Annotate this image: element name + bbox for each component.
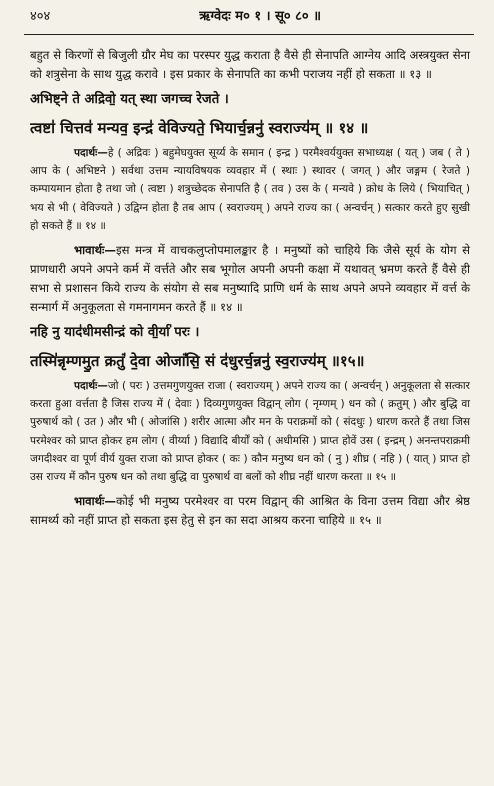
bhavartha-15-label: भावार्थः— xyxy=(74,494,116,509)
padartha-15-text: जो ( परः ) उत्तमगुणयुक्त राजा ( स्वराज्यम् ) अपने राज्य का ( अन्वर्चन् ) अनुकूलता से सत्कार करता हुआ वर्त्तता है जिस राज्य में ( देवाः ) दिव्यगुणयुक्त विद्वान् लोग ( नृम्णम् ) धन को ( क्रतुम् ) और बुद्धि वा पुरुषार्थ को ( उत ) और भी ( ओजांसि ) शरीर आत्मा और मन के पराक्रमों को ( संदधुः ) धारण करते हैं तथा जिस परमेश्वर को प्राप्त होकर हम लोग ( वीर्य्या ) विद्यादि बीर्यों को ( अधीमसि ) प्राप्त होवें उस ( इन्द्रम् ) अनन्तपराक्रमी जगदीश्वर वा पूर्ण वीर्य युक्त राजा को प्राप्त होकर ( कः ) कौन मनुष्य धन को ( नु ) शीघ्र ( नहि ) ( यात् ) प्राप्त हो उस राज्य में कौन पुरुष धन को तथा बुद्धि वा पुरुषार्थ वा बलों को शीघ्र नहीं धारण करता ॥ १५ ॥ xyxy=(30,380,470,484)
page-number: ४०४ xyxy=(30,9,51,24)
bhavartha-14-text: इस मन्त्र में वाचकलुप्तोपमालङ्कार है । मनुष्यों को चाहिये कि जैसे सूर्य के योग से प्राणधारी अपने अपने कर्म में वर्त्तते और सब भूगोल अपनी अपनी कक्षा में यथावत् भ्रमण करते हैं वैसे ही सभा से प्रशासन किये राज्य के संयोग से सब मनुष्यादि प्राणि धर्म के साथ अपने अपने व्यवहार में वर्त्त के सन्मार्ग में अनुकूलता से गमनागमन करते हैं ॥ १४ ॥ xyxy=(30,243,470,315)
padartha-14-label: पदार्थः— xyxy=(74,147,108,159)
mantra-14-line-1: अभिष्ट्ने ते अद्रिवो॒ यत् स्था जगच्च रेजते । xyxy=(30,92,229,107)
padartha-14 xyxy=(30,144,470,235)
running-title: ऋग्वेदः म० १ । सू० ८० ॥ xyxy=(199,9,321,24)
bhavartha-14 xyxy=(30,241,470,317)
mantra-14-line-2: त्वष्टा॑ चित्तव॑ मन्यव॒ इन्द्र॑ वेविज्यते॒ भियार्च॒न्ननु॑ स्वराज्य॑म् ॥ १४ ॥ xyxy=(30,119,369,137)
padartha-14-text: हे ( अद्रिवः ) बहुमेघयुक्त सूर्य्य के समान ( इन्द्र ) परमैश्वर्ययुक्त सभाध्यक्ष ( यत् ) जब ( ते ) आप के ( अभिष्टने ) सर्वथा उत्तम न्यायविषयक व्यवहार में ( स्थाः ) स्थावर ( जगत् ) और जङ्गम ( रेजते ) कम्पायमान होता है तथा जो ( त्वष्टा ) शत्रुच्छेदक सेनापति है ( तव ) उस के ( मन्यवे ) क्रोध के लिये ( भियाचित् ) भय से भी ( वेविज्यते ) उद्विग्न होता है तब आप ( स्वराज्यम् ) अपने राज्य का ( अन्वर्चन् ) सत्कार करते हुए सुखी हो सकते हैं ॥ १४ ॥ xyxy=(30,147,470,232)
top-paragraph: बहुत से किरणों से बिजुली ग्रौर मेघ का परस्पर युद्ध कराता है वैसे ही सेनापति आग्नेय आदि अस्त्रयुक्त सेना को शत्रुसेना के साथ युद्ध करावे । इस प्रकार के सेनापति का कभी पराजय नहीं हो सकता ॥ १३ ॥ xyxy=(30,48,470,81)
page-body xyxy=(30,34,470,530)
padartha-15 xyxy=(30,377,470,486)
padartha-15-label: पदार्थः— xyxy=(74,380,108,393)
header-rule xyxy=(24,34,474,35)
bhavartha-14-label: भावार्थः— xyxy=(74,243,116,258)
mantra-15-line-1: नहि नु याद॑धीमसीन्द्रं को वी॒र्या॑ परः । xyxy=(30,325,200,341)
page-header xyxy=(30,0,470,34)
bhavartha-15 xyxy=(30,492,470,530)
mantra-15-line-2: तस्मि॑न्नृम्णमु॒त क्रतुं॑ दे॒वा ओजां॑सि॒ सं द॑धुरर्च॒न्ननु॑ स्व॒राज्य॑म् ॥१५॥ xyxy=(30,352,365,371)
bhavartha-15-text: कोई भी मनुष्य परमेश्वर वा परम विद्वान् की आश्रित के विना उत्तम विद्या और श्रेष्ठ सामर्थ्य को नहीं प्राप्त हो सकता इस हेतु से इन का सदा आश्रय करना चाहिये ॥ १५ ॥ xyxy=(30,494,470,528)
